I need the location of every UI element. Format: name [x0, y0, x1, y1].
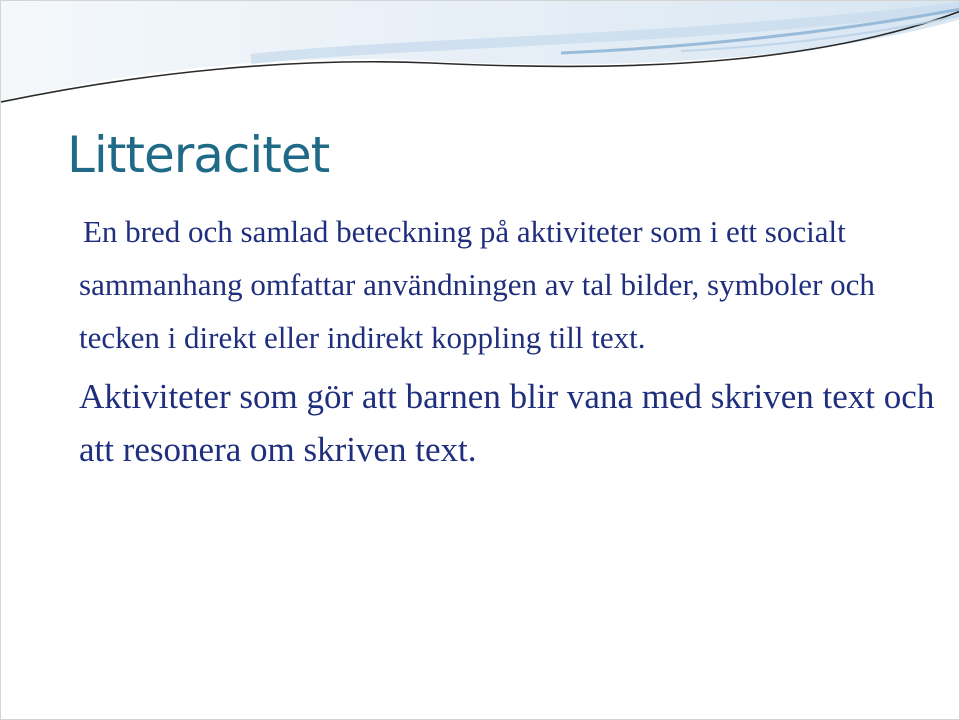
body-paragraph-definition: En bred och samlad beteckning på aktiviteter som i ett socialt sammanhang omfattar användningen av tal bilder, symboler och tecken i direkt eller indirekt koppling till text. [79, 214, 875, 355]
slide-body [79, 205, 939, 476]
body-paragraph-activities: Aktiviteter som gör att barnen blir vana med skriven text och att resonera om skriven text. [79, 377, 935, 469]
decorative-wave-header [1, 1, 960, 111]
slide-title: Litteracitet [67, 126, 330, 184]
